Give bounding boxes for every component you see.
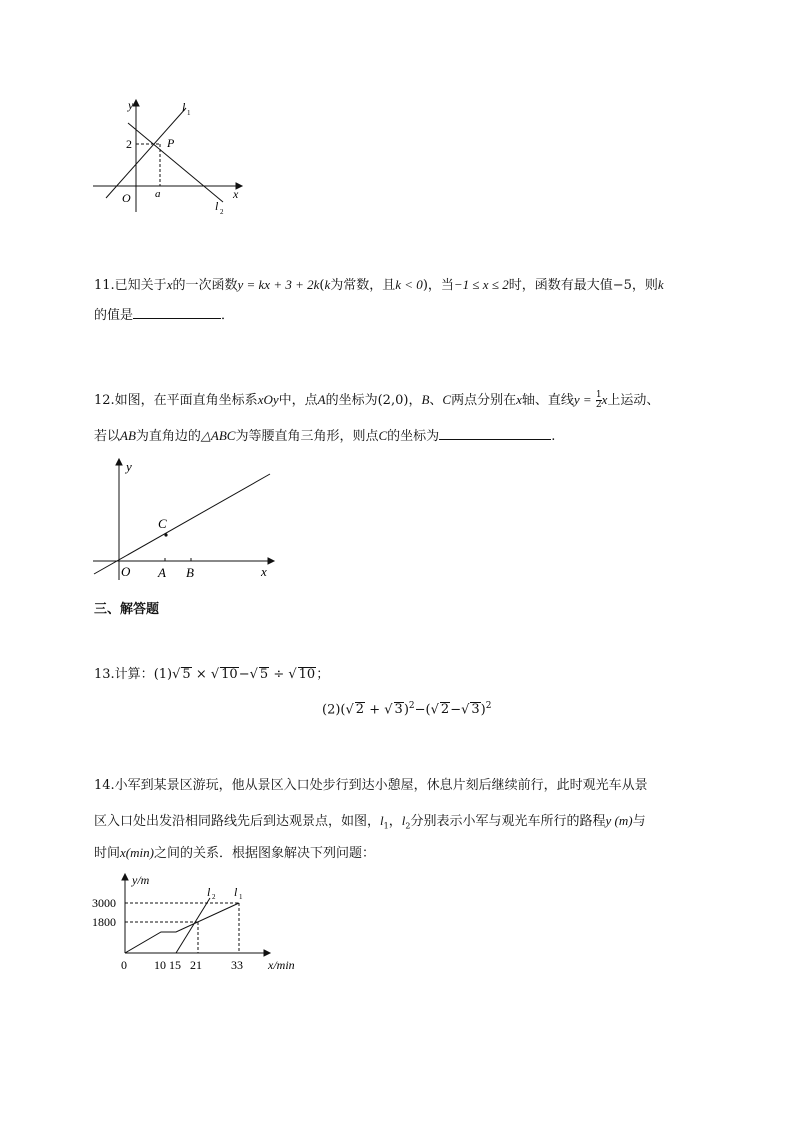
l2-label: l	[207, 885, 211, 899]
q12-var: AB	[120, 428, 136, 443]
q14-var: y (m)	[605, 813, 633, 828]
x-axis-arrow	[264, 950, 270, 956]
sqrt-radicand: 2	[440, 702, 450, 718]
q11-range: −1 ≤ x ≤ 2	[453, 277, 509, 292]
x-tick-0: 0	[121, 958, 127, 972]
x-label: x	[261, 564, 267, 579]
q12-text: 的坐标为	[325, 393, 378, 408]
question-11-line-2	[94, 304, 234, 323]
q13-operator: ÷	[269, 667, 289, 682]
q12-var: C	[442, 392, 452, 407]
q11-text: ．	[221, 308, 235, 323]
l2-label: l	[215, 199, 219, 213]
q11-text: ，则	[631, 278, 658, 293]
x-axis-arrow	[268, 558, 274, 564]
y-axis-arrow	[133, 100, 139, 106]
q13-text: ；	[316, 667, 330, 682]
q12-text: 的坐标为	[387, 429, 440, 444]
q14-text: 与	[632, 814, 646, 829]
sqrt-symbol: √	[345, 702, 354, 718]
figure-1-intersecting-lines	[88, 96, 248, 220]
q12-var: xOy	[257, 392, 279, 407]
q12-var: A	[317, 392, 326, 407]
q11-text: 为常数，且	[330, 278, 396, 293]
point-c	[164, 533, 167, 536]
y-axis-arrow	[122, 874, 128, 880]
q12-text: 12.如图，在平面直角坐标系	[94, 393, 258, 408]
line-l2	[176, 898, 210, 953]
q12-text: 轴、直线	[521, 393, 574, 408]
question-14-line-3	[94, 842, 375, 861]
q14-subscript: 2	[405, 821, 411, 831]
sqrt-radicand: 5	[182, 667, 191, 682]
q13-paren: (	[340, 702, 346, 718]
q14-var: x(min)	[120, 845, 154, 860]
x-tick-15: 15	[169, 958, 181, 972]
q11-equation: y = kx + 3 + 2k	[237, 277, 320, 292]
figure-2-coordinate-plane	[88, 455, 288, 585]
q14-var: l	[380, 813, 384, 828]
point-b-label: B	[186, 565, 194, 580]
q13-operator: +	[365, 702, 385, 718]
exponent: 2	[485, 701, 492, 711]
exponent: 2	[408, 701, 415, 711]
x-tick-21: 21	[190, 958, 202, 972]
q13-text: 13.计算：	[94, 667, 154, 682]
x-tick-33: 33	[231, 958, 243, 972]
q14-text: 区入口处出发沿相同路线先后到达观景点，如图，	[94, 814, 381, 829]
q11-text: (	[319, 278, 325, 293]
q11-max-value: −5	[612, 278, 632, 293]
sqrt-symbol: √	[384, 702, 393, 718]
x-axis-label: x/min	[268, 958, 295, 972]
q12-text: 为直角边的	[135, 429, 201, 444]
sqrt-symbol: √	[430, 702, 439, 718]
l1-label: l	[182, 100, 186, 114]
q12-triangle: △ABC	[200, 428, 236, 443]
question-11-line-1	[94, 274, 664, 293]
y-tick-3000: 3000	[92, 896, 116, 910]
sqrt-radicand: 3	[394, 702, 403, 718]
point-a-label: a	[155, 188, 161, 200]
q12-text: 若以	[94, 429, 121, 444]
q12-text: 上运动、	[607, 393, 660, 408]
sqrt-radicand: 5	[259, 667, 269, 682]
q14-text: ，	[388, 814, 402, 829]
sqrt-symbol: √	[288, 667, 297, 682]
sqrt-radicand: 10	[221, 667, 238, 682]
q12-coord: (2,0)	[377, 393, 409, 408]
q12-text: ，	[408, 393, 422, 408]
point-c-label: C	[158, 516, 167, 531]
q13-operator: −	[238, 667, 250, 682]
q13-part-label: (1)	[153, 667, 173, 682]
q12-var: y =	[573, 392, 592, 407]
q13-part-label: (2)	[322, 702, 341, 718]
q13-operator: ×	[191, 667, 211, 682]
q11-text: )，当	[422, 278, 454, 293]
q14-subscript: 1	[383, 821, 389, 831]
sqrt-symbol: √	[461, 702, 470, 718]
q11-var: x	[166, 277, 173, 292]
q14-text: 之间的关系．根据图象解决下列问题：	[153, 846, 375, 861]
l1-subscript: 1	[187, 109, 191, 117]
y-axis-arrow	[116, 459, 122, 465]
q12-text: 为等腰直角三角形，则点	[235, 429, 379, 444]
q13-operator: −	[450, 702, 462, 718]
q12-var: C	[378, 428, 388, 443]
question-13-part-2	[322, 701, 491, 717]
answer-blank-12[interactable]	[439, 425, 551, 440]
line-l1	[106, 108, 186, 198]
question-14-line-2	[94, 810, 646, 831]
q12-var: x	[516, 392, 522, 407]
q13-operator: −(	[414, 702, 431, 718]
y-label: y	[126, 459, 132, 474]
figure-3-distance-time-graph	[88, 868, 318, 980]
origin-label: O	[121, 564, 131, 579]
tick-2-label: 2	[126, 137, 132, 151]
fraction-numerator: 1	[595, 390, 602, 400]
q12-var: x	[601, 392, 608, 407]
q13-paren: )	[480, 702, 486, 718]
x-label: x	[233, 187, 239, 201]
q12-text: 中，点	[278, 393, 318, 408]
q11-text: 的一次函数	[172, 278, 238, 293]
y-tick-1800: 1800	[92, 915, 116, 929]
question-13-part-1	[94, 663, 329, 682]
q14-var: l	[401, 813, 406, 828]
sqrt-symbol: √	[210, 667, 220, 682]
line-y-half-x	[94, 474, 270, 574]
section-heading: 三、解答题	[94, 602, 160, 617]
sqrt-radicand: 3	[471, 702, 480, 718]
q11-var: k	[324, 277, 331, 292]
origin-label: O	[122, 191, 131, 205]
q12-text: 两点分别在	[451, 393, 517, 408]
q12-var: B	[421, 392, 430, 407]
answer-blank-11[interactable]	[133, 304, 221, 319]
sqrt-radicand: 10	[298, 667, 316, 682]
q11-condition: k < 0	[395, 277, 423, 292]
q12-text: 、	[429, 393, 443, 408]
q14-text: 分别表示小军与观光车所行的路程	[410, 814, 606, 829]
l1-subscript: 1	[239, 893, 243, 901]
q13-paren: )	[403, 702, 409, 718]
q11-text: 的值是	[94, 308, 134, 323]
q12-text: .	[551, 429, 556, 444]
q11-text: 时，函数有最大值	[508, 278, 613, 293]
q11-var: k	[657, 277, 664, 292]
q11-text: 11.已知关于	[94, 278, 167, 293]
y-axis-label: y/m	[132, 873, 150, 887]
y-label: y	[128, 98, 134, 112]
l2-subscript: 2	[212, 893, 216, 901]
sqrt-symbol: √	[249, 667, 258, 682]
point-p-label: P	[167, 136, 175, 150]
point-a-label: A	[158, 565, 166, 580]
question-12-line-1	[94, 389, 659, 410]
l2-subscript: 2	[220, 208, 224, 216]
sqrt-radicand: 2	[355, 702, 365, 718]
line-l2	[128, 123, 223, 202]
q14-text: 时间	[94, 846, 121, 861]
line-l1	[125, 903, 239, 953]
sqrt-symbol: √	[172, 667, 181, 682]
question-12-line-2	[94, 425, 555, 444]
l1-label: l	[234, 885, 238, 899]
question-14-line-1: 14.小军到某景区游玩，他从景区入口处步行到达小憩屋，休息片刻后继续前行，此时观光车从景	[94, 778, 648, 793]
fraction-denominator: 2	[595, 400, 602, 410]
x-tick-10: 10	[154, 958, 166, 972]
